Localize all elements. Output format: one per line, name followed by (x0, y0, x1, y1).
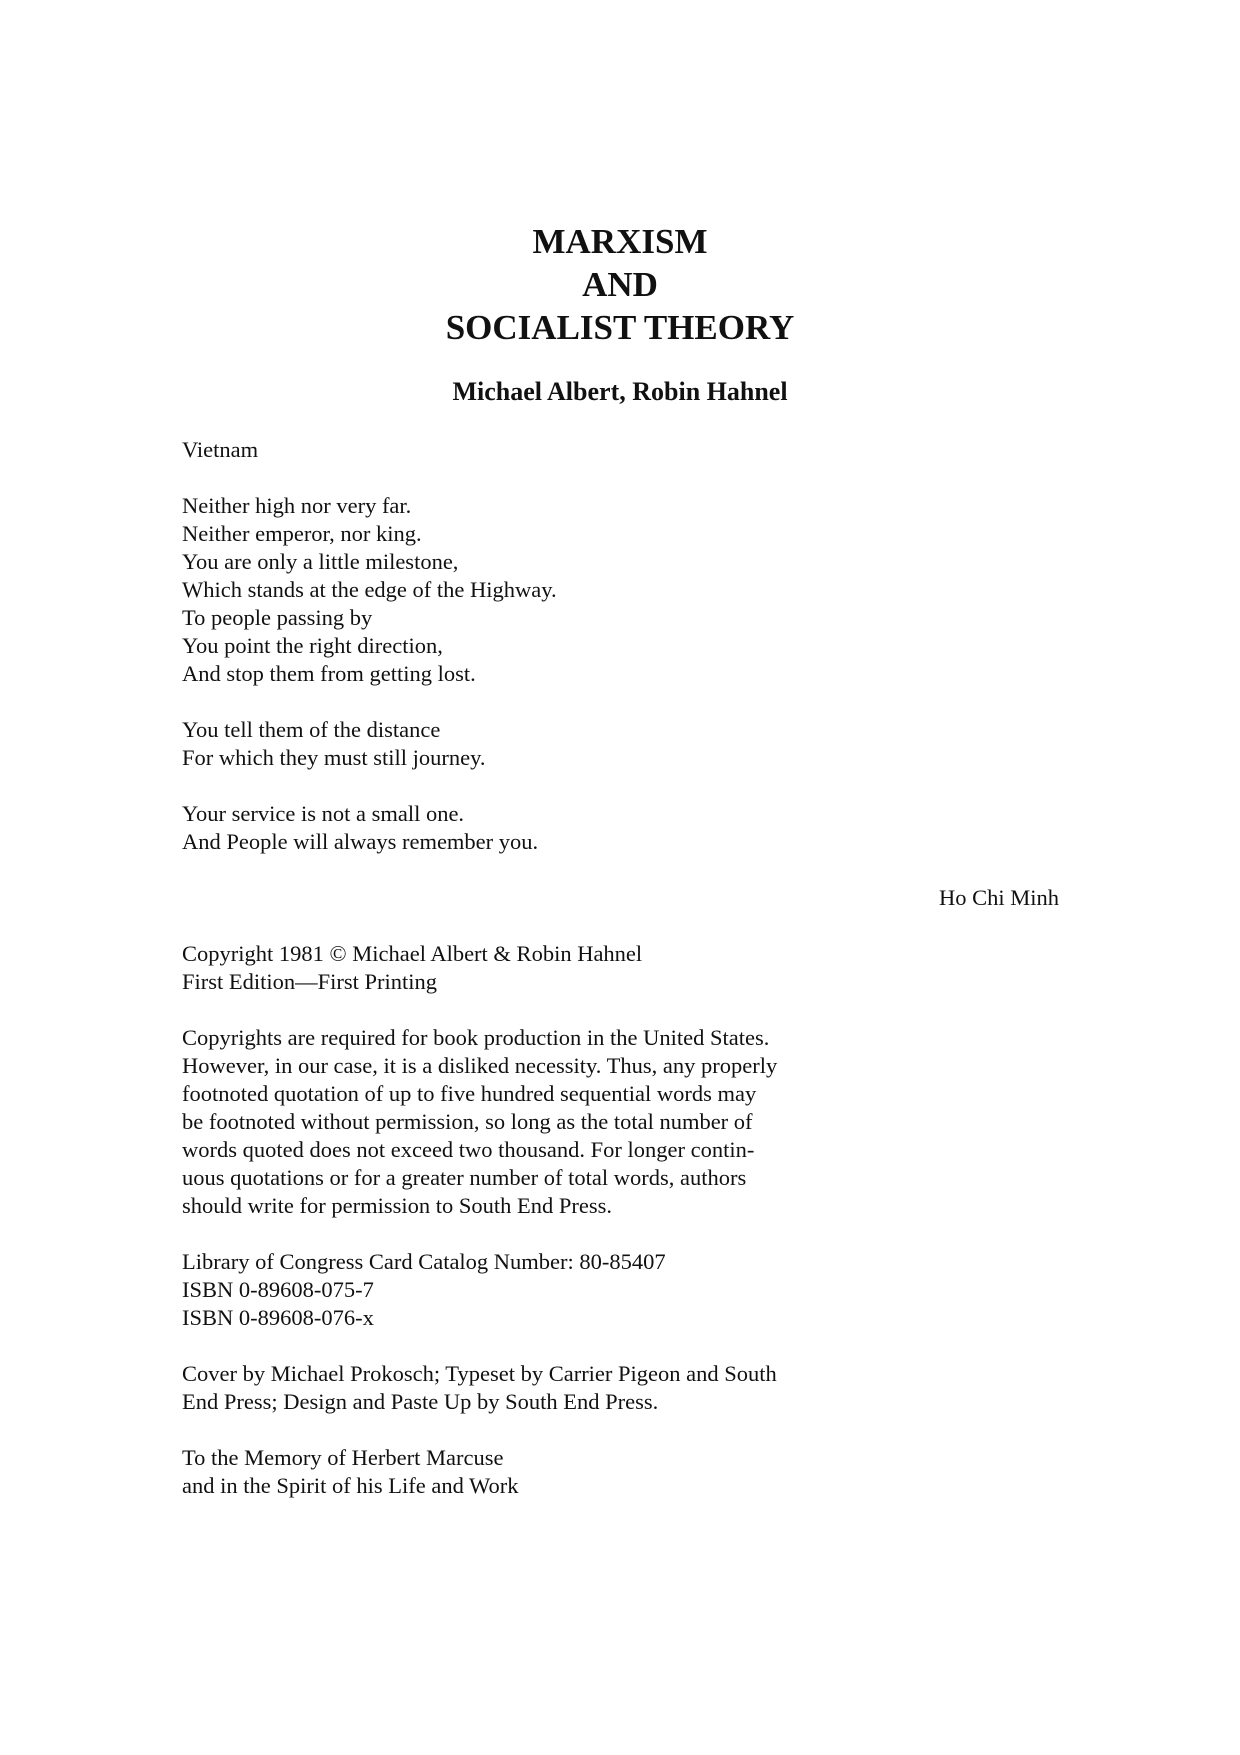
poem-stanza-1 (182, 492, 1082, 688)
notice-line: should write for permission to South End Press. (182, 1193, 612, 1218)
poem-title: Vietnam (182, 437, 259, 462)
book-title-line-1: MARXISM (532, 222, 708, 261)
copyright-line: Copyright 1981 © Michael Albert & Robin Hahnel (182, 941, 643, 966)
dedication-line: and in the Spirit of his Life and Work (182, 1473, 519, 1498)
notice-line: uous quotations or for a greater number of total words, authors (182, 1165, 747, 1190)
notice-line: However, in our case, it is a disliked necessity. Thus, any properly (182, 1053, 778, 1078)
spacer (182, 996, 1082, 1024)
poem-line: Neither high nor very far. (182, 493, 412, 518)
copyright-block (182, 940, 1082, 996)
credits-block (182, 1360, 1082, 1416)
spacer (182, 1332, 1082, 1360)
title-block (0, 220, 1240, 408)
poem-line: Neither emperor, nor king. (182, 521, 422, 546)
credits-line: Cover by Michael Prokosch; Typeset by Carrier Pigeon and South (182, 1361, 777, 1386)
isbn-line: ISBN 0-89608-076-x (182, 1305, 374, 1330)
poem-line: You tell them of the distance (182, 717, 441, 742)
book-title-line-3: SOCIALIST THEORY (445, 308, 795, 347)
poem-line: And stop them from getting lost. (182, 661, 476, 686)
poem-line: Which stands at the edge of the Highway. (182, 577, 557, 602)
book-title-line-2: AND (582, 265, 658, 304)
catalog-block (182, 1248, 1082, 1332)
poem-stanza-2 (182, 716, 1082, 772)
spacer (182, 688, 1082, 716)
dedication-block (182, 1444, 1082, 1500)
poem-line: You are only a little milestone, (182, 549, 459, 574)
notice-line: words quoted does not exceed two thousand. For longer contin- (182, 1137, 755, 1162)
spacer (182, 912, 1082, 940)
edition-line: First Edition—First Printing (182, 969, 438, 994)
notice-line: be footnoted without permission, so long as the total number of (182, 1109, 753, 1134)
lccn-line: Library of Congress Card Catalog Number: 80-85407 (182, 1249, 666, 1274)
spacer (182, 772, 1082, 800)
spacer (182, 1220, 1082, 1248)
poem-stanza-3 (182, 800, 1082, 856)
spacer (182, 856, 1082, 884)
spacer (182, 464, 1082, 492)
book-authors: Michael Albert, Robin Hahnel (452, 377, 788, 406)
poem-attribution: Ho Chi Minh (938, 885, 1059, 910)
poem-line: To people passing by (182, 605, 373, 630)
isbn-line: ISBN 0-89608-075-7 (182, 1277, 374, 1302)
copyright-notice (182, 1024, 1082, 1220)
notice-line: footnoted quotation of up to five hundred sequential words may (182, 1081, 757, 1106)
poem-line: For which they must still journey. (182, 745, 486, 770)
notice-line: Copyrights are required for book production in the United States. (182, 1025, 770, 1050)
spacer (182, 1416, 1082, 1444)
dedication-line: To the Memory of Herbert Marcuse (182, 1445, 504, 1470)
poem-line: You point the right direction, (182, 633, 443, 658)
poem-line: And People will always remember you. (182, 829, 539, 854)
front-matter-text (182, 436, 1082, 1500)
poem-line: Your service is not a small one. (182, 801, 465, 826)
credits-line: End Press; Design and Paste Up by South End Press. (182, 1389, 659, 1414)
